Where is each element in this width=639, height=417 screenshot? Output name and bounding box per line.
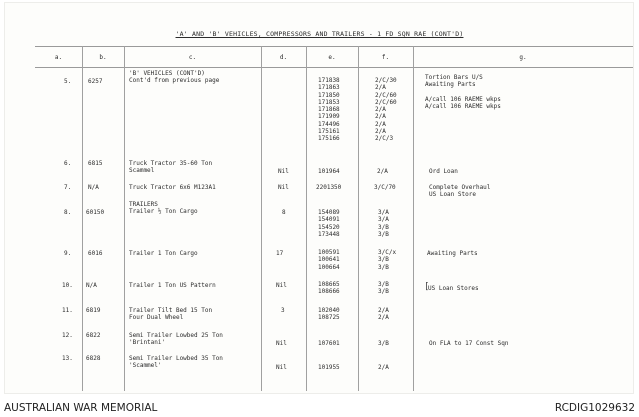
row-9-a: 9. (64, 250, 72, 257)
row-7-e: 2201350 (316, 184, 342, 191)
row-8-f: 3/A 3/A 3/B 3/B (378, 209, 389, 238)
column-header-e: e. (328, 54, 336, 61)
row-5-c: 'B' VEHICLES (CONT'D) Cont'd from previous page (129, 70, 220, 85)
row-11-a: 11. (62, 307, 73, 314)
column-divider (358, 46, 359, 391)
row-10-d: Nil (276, 282, 287, 289)
archive-footer (0, 396, 639, 417)
row-10-c: Trailer 1 Ton US Pattern (129, 282, 216, 289)
row-5-a: 5. (64, 78, 72, 85)
row-11-c: Trailer Tilt Bed 15 Ton Four Dual Wheel (129, 307, 213, 322)
row-10-g: US Loan Stores (428, 285, 479, 292)
row-10-f: 3/B 3/B (378, 281, 389, 296)
row-13-d: Nil (276, 364, 287, 371)
row-5-e: 171838 171863 171850 171853 171868 171909 174496 175161 175166 (318, 77, 340, 143)
row-8-c: TRAILERS Trailer ½ Ton Cargo (129, 201, 198, 216)
row-7-c: Truck Tractor 6x6 M123A1 (129, 184, 216, 191)
column-divider (82, 46, 83, 391)
row-12-a: 12. (62, 332, 73, 339)
document-title: 'A' AND 'B' VEHICLES, COMPRESSORS AND TRAILERS - 1 FD SQN RAE (CONT'D) (175, 30, 464, 38)
row-5-g: Tortion Bars U/S Awaiting Parts A/call 106 RAEME wkps A/call 106 RAEME wkps (425, 74, 501, 111)
row-12-g: On FLA to 17 Const Sqn (429, 340, 509, 347)
archive-reference: RCDIG1029632 (554, 402, 635, 414)
column-header-f: f. (381, 54, 390, 61)
column-header-d: d. (279, 54, 288, 61)
column-header-b: b. (99, 54, 107, 61)
row-10-a: 10. (62, 282, 73, 289)
row-6-f: 2/A (377, 168, 388, 175)
column-header-c: c. (188, 54, 197, 61)
row-11-e: 102040 108725 (318, 307, 340, 322)
row-5-f: 2/C/30 2/A 2/C/60 2/C/60 2/A 2/A 2/A 2/A 2/C/3 (375, 77, 397, 143)
column-header-a: a. (54, 54, 63, 61)
row-7-b: N/A (88, 184, 99, 191)
row-6-e: 101964 (318, 168, 340, 175)
row-12-f: 3/B (378, 340, 389, 347)
row-13-c: Semi Trailer Lowbed 35 Ton 'Scammel' (129, 355, 223, 370)
row-9-e: 100591 100641 100664 (318, 249, 340, 271)
row-7-a: 7. (64, 184, 72, 191)
row-12-b: 6822 (86, 332, 101, 339)
column-header-g: g. (519, 54, 527, 61)
row-8-a: 8. (64, 209, 72, 216)
row-6-a: 6. (64, 160, 72, 167)
row-13-b: 6828 (86, 355, 101, 362)
row-6-b: 6815 (88, 160, 103, 167)
row-12-c: Semi Trailer Lowbed 25 Ton 'Brintani' (129, 332, 223, 347)
column-divider (261, 46, 262, 391)
row-9-b: 6016 (88, 250, 103, 257)
row-11-d: 3 (281, 307, 285, 314)
bracket-mark: [ (424, 282, 430, 292)
row-13-e: 101955 (318, 364, 340, 371)
row-9-d: 17 (276, 250, 284, 257)
column-divider (124, 46, 125, 391)
row-5-b: 6257 (88, 78, 103, 85)
row-7-d: Nil (278, 184, 289, 191)
row-10-b: N/A (86, 282, 97, 289)
row-9-f: 3/C/x 3/B 3/B (378, 249, 397, 271)
row-11-f: 2/A 2/A (378, 307, 389, 322)
archive-name: AUSTRALIAN WAR MEMORIAL (4, 402, 158, 414)
row-8-e: 154089 154091 154520 173448 (318, 209, 340, 238)
row-13-f: 2/A (378, 364, 389, 371)
row-12-d: Nil (276, 340, 287, 347)
row-7-g: Complete Overhaul US Loan Store (429, 184, 491, 199)
row-9-g: Awaiting Parts (427, 250, 478, 257)
column-divider (306, 46, 307, 391)
row-10-e: 108665 108666 (318, 281, 340, 296)
row-7-f: 3/C/70 (374, 184, 396, 191)
row-11-b: 6819 (86, 307, 101, 314)
column-divider (413, 46, 414, 391)
row-12-e: 107601 (318, 340, 340, 347)
row-6-c: Truck Tractor 35-60 Ton Scammel (129, 160, 213, 175)
row-9-c: Trailer 1 Ton Cargo (129, 250, 198, 257)
row-6-d: Nil (278, 168, 289, 175)
row-8-b: 60150 (86, 209, 105, 216)
row-6-g: Ord Loan (429, 168, 458, 175)
row-8-d: 8 (282, 209, 286, 216)
row-13-a: 13. (62, 355, 73, 362)
